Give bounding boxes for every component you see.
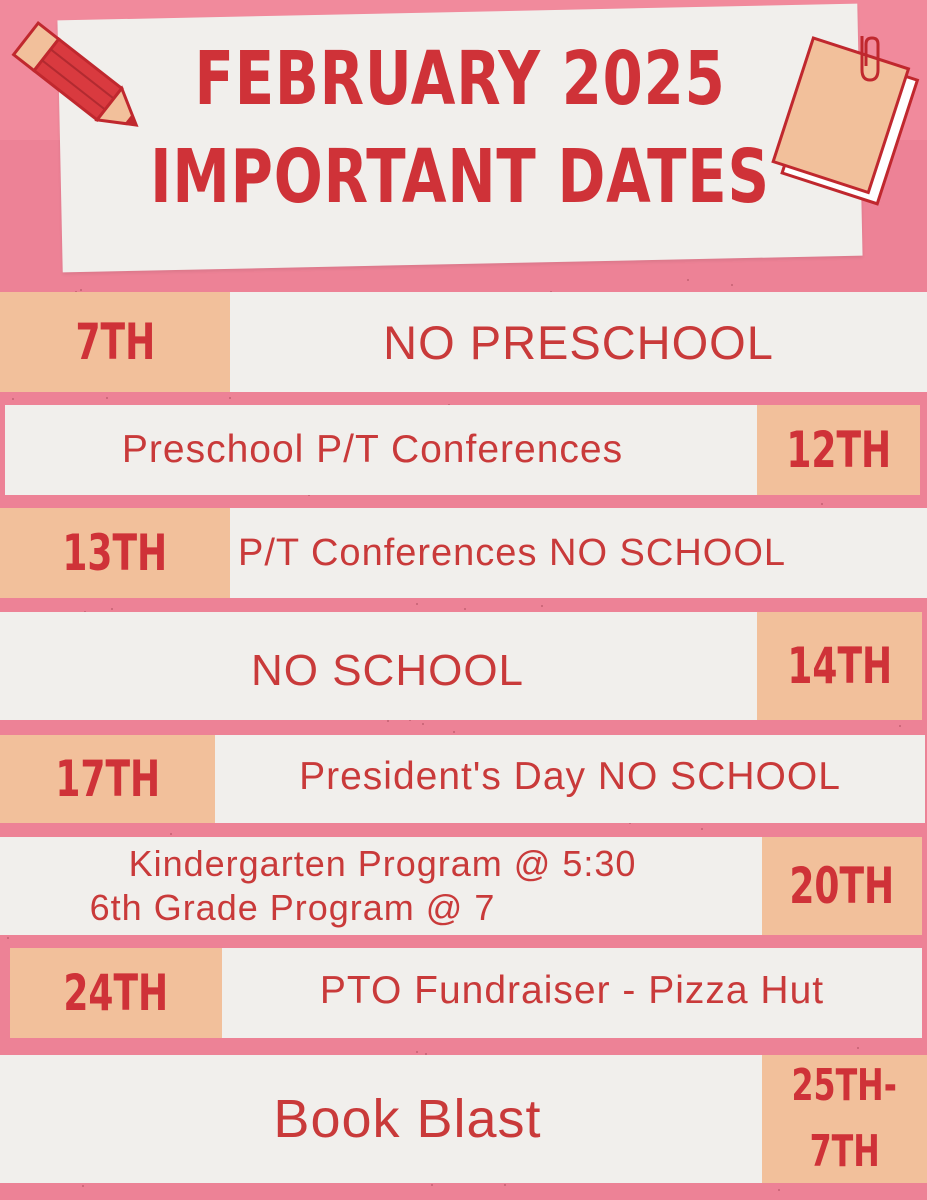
page-title [148,30,772,226]
event-text-2: Preschool P/T Conferences [121,428,624,471]
event-text-8: Book Blast [273,1089,542,1149]
event-text-7: PTO Fundraiser - Pizza Hut [319,969,825,1012]
texture-speck [111,608,113,610]
texture-speck [431,1184,433,1186]
texture-speck [687,279,689,281]
texture-speck [80,289,82,291]
texture-speck [7,937,9,939]
texture-speck [857,1047,859,1049]
event-date-3: 13TH [62,524,168,582]
event-text-5: President's Day NO SCHOOL [299,755,841,798]
texture-speck [899,725,901,727]
event-date-5: 17TH [55,750,160,808]
texture-speck [82,1185,84,1187]
sticky-notes-icon [770,30,920,220]
texture-speck [106,397,108,399]
texture-speck [416,1051,418,1053]
texture-speck [821,503,823,505]
texture-speck [701,828,703,830]
event-text-6-line-2: 6th Grade Program @ 7 [89,887,496,928]
event-date-8-line-2: 7TH [809,1126,880,1177]
texture-speck [731,284,733,286]
texture-speck [464,608,466,610]
title-line-2: IMPORTANT DATES [150,134,770,220]
event-date-1: 7TH [75,313,155,371]
event-text-4: NO SCHOOL [250,646,525,695]
texture-speck [416,603,418,605]
texture-speck [12,398,14,400]
event-date-6: 20TH [789,857,895,915]
pencil-icon [0,10,170,160]
event-text-3: P/T Conferences NO SCHOOL [238,531,787,574]
texture-speck [453,731,455,733]
texture-speck [229,397,231,399]
texture-speck [778,1189,780,1191]
texture-speck [170,833,172,835]
event-text-6-line-1: Kindergarten Program @ 5:30 [128,843,637,884]
texture-speck [541,605,543,607]
texture-speck [504,1184,506,1186]
event-date-7: 24TH [63,964,169,1022]
event-date-8-line-1: 25TH- [791,1060,898,1111]
event-text-1: NO PRESCHOOL [383,315,774,369]
title-line-1: FEBRUARY 2025 [194,36,726,122]
event-text-6 [0,837,765,935]
event-date-2: 12TH [786,421,891,479]
event-date-4: 14TH [787,637,892,695]
